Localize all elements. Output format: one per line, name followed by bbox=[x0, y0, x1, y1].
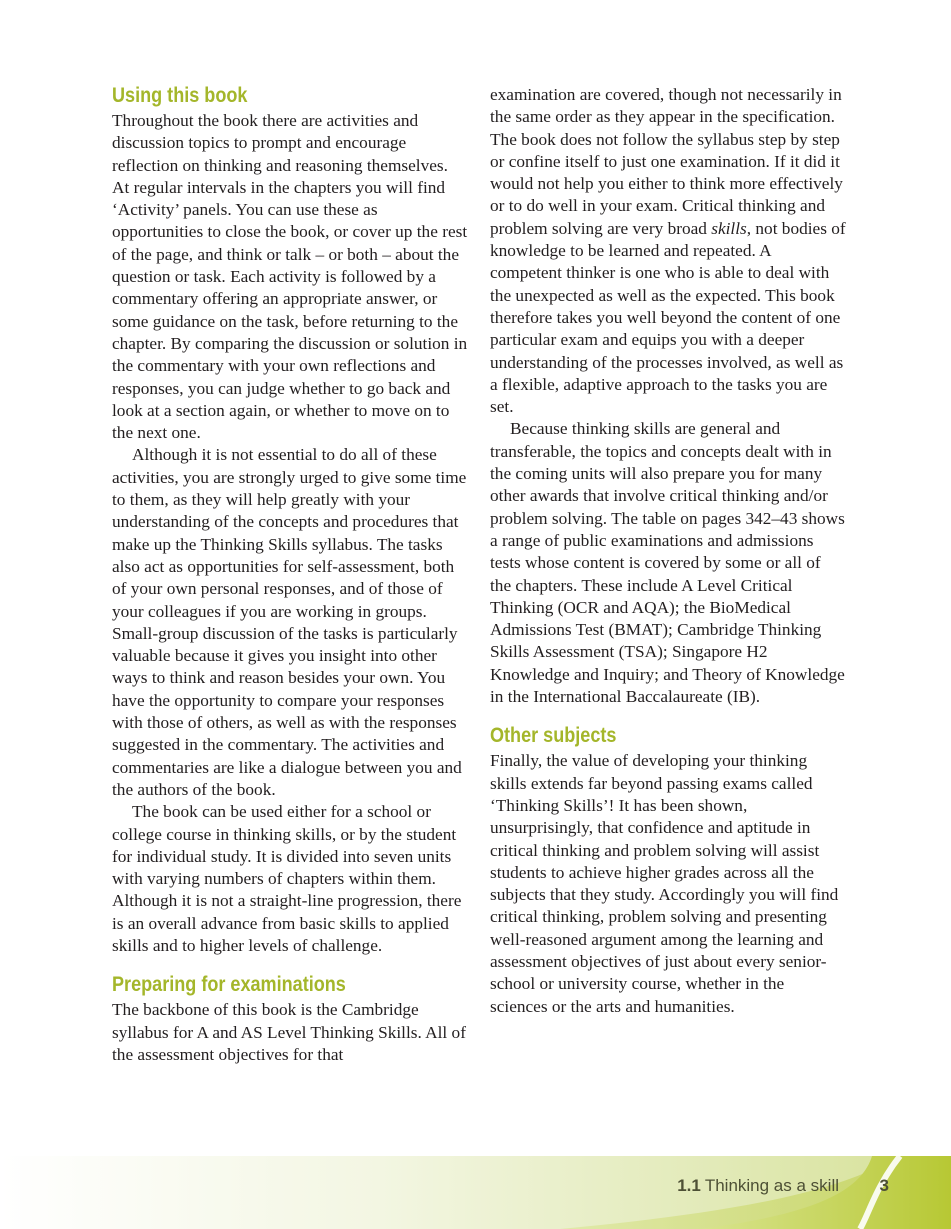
paragraph-course-use: The book can be used either for a school or college course in thinking skills, or by the student for individual study. It is divided into seven units with varying numbers of chapters within them. Although it is not a straight-line progression, there is an overall advance from basic skills to applied skills and to higher levels of challenge. bbox=[112, 802, 462, 955]
emphasis-skills: skills bbox=[711, 218, 747, 238]
paragraph-urged: Although it is not essential to do all of these activities, you are strongly urged to give some time to them, as they will help greatly with your understanding of the concepts and procedures that make up the Thinking Skills syllabus. The tasks also act as opportunities for self-assessment, both of your own personal responses, and of those of your colleagues if you are working in groups. Small-group discussion of the tasks is particularly valuable because it gives you insight into other ways to think and reason besides your own. You have the opportunity to compare your responses with those of others, as well as with the responses suggested in the commentary. The activities and commentaries are like a dialogue between you and the authors of the book. bbox=[112, 445, 467, 799]
paragraph-examination-covered-text-end: , not bodies of knowledge to be learned and repeated. A competent thinker is one who is able to deal with the unexpected as well as the expected. This book therefore takes you well beyond the content of one particular exam and equips you with a deeper understanding of the processes involved, as well as a flexible, adaptive approach to the tasks you are set. bbox=[490, 218, 846, 417]
footer-section-title: Thinking as a skill bbox=[704, 1176, 839, 1195]
footer-section-number: 1.1 bbox=[677, 1176, 701, 1195]
heading-other-subjects: Other subjects bbox=[490, 724, 617, 748]
paragraph-activities: Throughout the book there are activities and discussion topics to prompt and encourage reflection on thinking and reasoning themselves. At regular intervals in the chapters you will find ‘Activity’ panels. You can use these as opportunities to close the book, or cover up the rest of the page, and think or talk – or both – about the question or task. Each activity is followed by a commentary offering an appropriate answer, or some guidance on the task, before returning to the chapter. By comparing the discussion or solution in the commentary with your own reflections and responses, you can judge whether to go back and look at a section again, or whether to move on to the next one. bbox=[112, 111, 468, 443]
paragraph-examination-covered-text: examination are covered, though not necessarily in the same order as they appear in the specification. The book does not follow the syllabus step by step or confine itself to just one examination. If it did it would not help you either to think more effectively or to do well in your exam. Critical thinking and problem solving are very broad bbox=[490, 85, 843, 238]
paragraph-backbone: The backbone of this book is the Cambridge syllabus for A and AS Level Thinking Skills. All of the assessment objectives for that bbox=[112, 1000, 466, 1064]
paragraph-transferable: Because thinking skills are general and transferable, the topics and concepts dealt with in the coming units will also prepare you for many other awards that involve critical thinking and/or problem solving. The table on pages 342–43 shows a range of public examinations and admissions tests whose content is covered by some or all of the chapters. These include A Level Critical Thinking (OCR and AQA); the BioMedical Admissions Test (BMAT); Cambridge Thinking Skills Assessment (TSA); Singapore H2 Knowledge and Inquiry; and Theory of Knowledge in the International Baccalaureate (IB). bbox=[490, 419, 845, 707]
paragraph-examination-covered bbox=[490, 84, 846, 418]
right-column bbox=[490, 84, 846, 1018]
page-number: 3 bbox=[879, 1176, 889, 1195]
left-column bbox=[112, 82, 468, 1066]
heading-preparing-for-examinations: Preparing for examinations bbox=[112, 973, 346, 997]
heading-using-this-book: Using this book bbox=[112, 84, 248, 107]
paragraph-finally: Finally, the value of developing your thinking skills extends far beyond passing exams called ‘Thinking Skills’! It has been shown, unsurprisingly, that confidence and aptitude in critical thinking and problem solving will assist students to achieve higher grades across all the subjects that they study. Accordingly you will find critical thinking, problem solving and presenting well-reasoned argument among the learning and assessment objectives of just about every senior-school or university course, whether in the sciences or the arts and humanities. bbox=[490, 751, 839, 1016]
footer-section-label bbox=[677, 1176, 839, 1196]
